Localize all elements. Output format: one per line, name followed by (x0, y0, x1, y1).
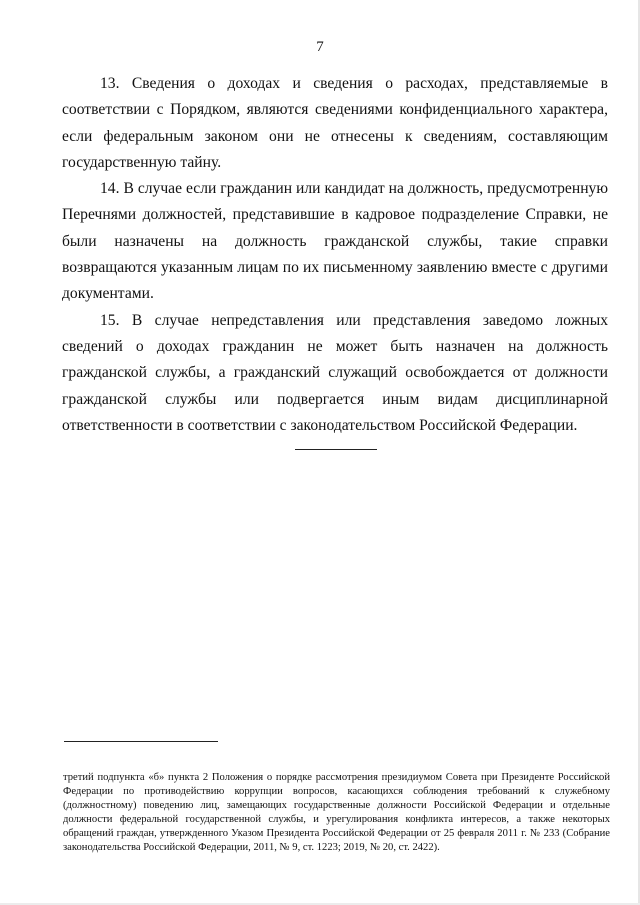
section-end-separator (295, 449, 377, 450)
page-number: 7 (316, 39, 324, 55)
paragraph-14: 14. В случае если гражданин или кандидат на должность, предусмотренную Перечнями должностей, представившие в кадровое подразделение Справки, не были назначены на должность гражданской службы, такие справки возвращаются указанным лицам по их письменному заявлению вместе с другими документами. (62, 180, 608, 303)
footnote-text: третий подпункта «б» пункта 2 Положения о порядке рассмотрения президиумом Совета при Президенте Российской Федерации по противодействию коррупции вопросов, касающихся соблюдения требований к служебному (должностному) поведению лиц, замещающих государственные должности Российской Федерации и отдельные должности федеральной государственной службы, и урегулирования конфликта интересов, а также некоторых обращений граждан, утвержденного Указом Президента Российской Федерации от 25 февраля 2011 г. № 233 (Собрание законодательства Российской Федерации, 2011, № 9, ст. 1223; 2019, № 20, ст. 2422). (63, 772, 610, 853)
document-body (62, 71, 608, 439)
paragraph-15: 15. В случае непредставления или представления заведомо ложных сведений о доходах гражданин не может быть назначен на должность гражданской службы, а гражданский служащий освобождается от должности гражданской службы или подвергается иным видам дисциплинарной ответственности в соответствии с законодательством Российской Федерации. (62, 311, 608, 434)
paragraph-13: 13. Сведения о доходах и сведения о расходах, представляемые в соответствии с Порядком, являются сведениями конфиденциального характера, если федеральным законом они не отнесены к сведениям, составляющим государственную тайну. (62, 75, 608, 171)
footnote-divider (64, 741, 218, 742)
